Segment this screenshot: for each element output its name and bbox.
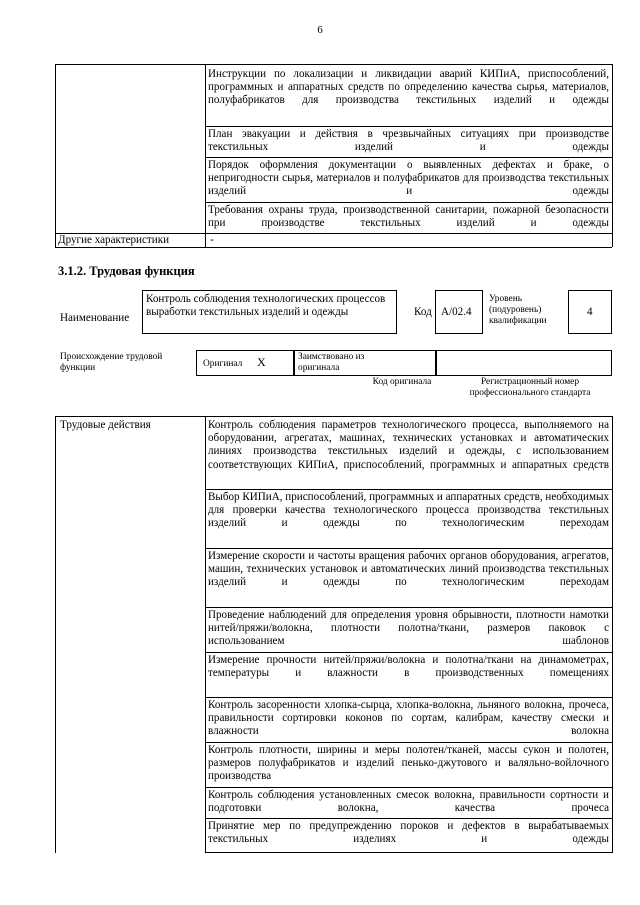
row-separator (205, 818, 612, 819)
top-table-border (55, 64, 56, 247)
row-separator (205, 742, 612, 743)
knowledge-row: Порядок оформления документации о выявленных дефектах и браке, о непригодности сырья, материалов и полуфабрикатов для производства текстильных изделий и одежды (208, 159, 609, 198)
row-separator (205, 126, 612, 127)
reg-box (436, 350, 612, 376)
actions-table-border (612, 416, 613, 853)
knowledge-row: Инструкции по локализации и ликвидации аварий КИПиА, приспособлений, программных и аппаратных средств по определению качества сырья, материалов, полуфабрикатов для производства текстильных изделий и одежды (208, 68, 609, 107)
code-box (435, 290, 483, 334)
other-characteristics-value: - (210, 234, 214, 246)
code-value: A/02.4 (441, 306, 472, 318)
level-value: 4 (587, 306, 593, 318)
actions-label: Трудовые действия (60, 419, 151, 431)
borrowed-box (294, 350, 436, 376)
code-caption: Код оригинала (372, 377, 432, 387)
row-separator (205, 548, 612, 549)
name-box (142, 290, 397, 334)
level-box (568, 290, 612, 334)
other-characteristics-label: Другие характеристики (58, 234, 170, 246)
actions-table-border (55, 416, 56, 853)
action-row: Измерение скорости и частоты вращения рабочих органов оборудования, агрегатов, машин, технических установок и автоматических линий производства текстильных изделий и одежды по технологическим переходам (208, 550, 609, 589)
name-label: Наименование (60, 312, 130, 324)
row-separator (205, 787, 612, 788)
row-separator (205, 202, 612, 203)
original-label: Оригинал (203, 359, 243, 369)
original-mark: X (257, 355, 266, 369)
row-separator (205, 697, 612, 698)
reg-caption: Регистрационный номер профессионального стандарта (469, 377, 591, 398)
actions-table-border (205, 852, 612, 853)
section-title: 3.1.2. Трудовая функция (58, 264, 195, 278)
action-row: Принятие мер по предупреждению пороков и дефектов в вырабатываемых текстильных изделиях и одежды (208, 820, 609, 846)
row-separator (205, 607, 612, 608)
action-row: Контроль соблюдения параметров технологического процесса, выполняемого на оборудовании, агрегатах, машинах, технических установках и автоматических линиях производства текстильных изделий и одежды, с использованием соответствующих КИПиА, приспособлений, программных и аппаратных средств (208, 419, 609, 471)
code-label: Код (414, 306, 432, 318)
top-table-border (55, 64, 612, 65)
top-table-border (612, 64, 613, 247)
row-separator (205, 157, 612, 158)
row-separator (205, 652, 612, 653)
action-row: Контроль засоренности хлопка-сырца, хлопка-волокна, льняного волокна, прочеса, правильности сортировки коконов по сортам, калибрам, качеству смески и влажности волокна (208, 699, 609, 738)
page-number: 6 (317, 24, 323, 36)
actions-table-border (55, 416, 612, 417)
original-box (196, 350, 294, 376)
action-row: Контроль соблюдения установленных смесок волокна, правильности сортности и подготовки волокна, качества прочеса (208, 789, 609, 815)
knowledge-row: Требования охраны труда, производственной санитарии, пожарной безопасности при производстве текстильных изделий и одежды (208, 204, 609, 230)
row-separator (205, 489, 612, 490)
level-label: Уровень (подуровень) квалификации (489, 294, 547, 326)
action-row: Измерение прочности нитей/пряжи/волокна и полотна/ткани на динамометрах, температуры и влажности в производственных помещениях (208, 654, 609, 680)
borrowed-label: Заимствовано из оригинала (298, 352, 365, 373)
action-row: Контроль плотности, ширины и меры полотен/тканей, массы сукон и полотен, размеров полуфабрикатов и изделий пенько-джутового и валяльно-войлочного производства (208, 744, 609, 783)
action-row: Выбор КИПиА, приспособлений, программных и аппаратных средств, необходимых для проверки качества технологического процесса производства текстильных изделий и одежды по технологическим переходам (208, 491, 609, 530)
knowledge-row: План эвакуации и действия в чрезвычайных ситуациях при производстве текстильных изделий и одежды (208, 128, 609, 154)
origin-label: Происхождение трудовой функции (60, 352, 163, 373)
action-row: Проведение наблюдений для определения уровня обрывности, плотности намотки нитей/пряжи/волокна, плотности полотна/ткани, размеров паковок с использованием шаблонов (208, 609, 609, 648)
function-name: Контроль соблюдения технологических процессов выработки текстильных изделий и одежды (146, 293, 386, 319)
top-table-border (55, 247, 612, 248)
